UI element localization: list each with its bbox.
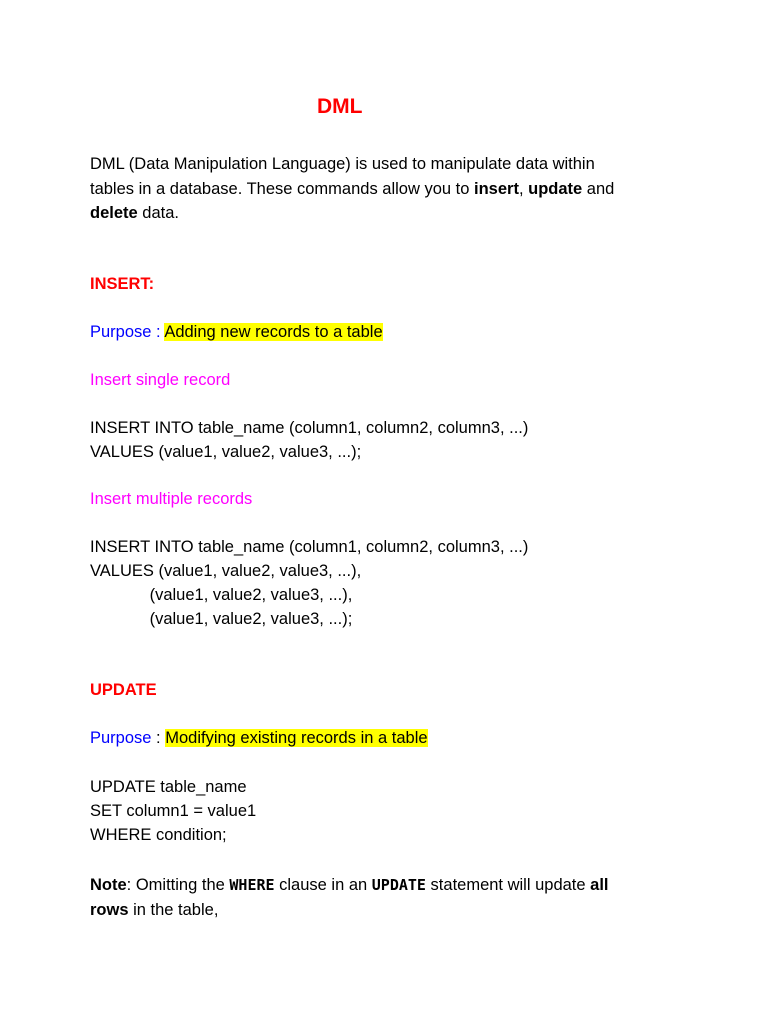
purpose-label: Purpose bbox=[90, 729, 152, 747]
code-line: (value1, value2, value3, ...), bbox=[90, 586, 353, 604]
intro-text: and bbox=[582, 180, 615, 198]
insert-heading: INSERT: bbox=[90, 275, 155, 293]
code-line: WHERE condition; bbox=[90, 826, 227, 844]
page-title: DML bbox=[317, 95, 363, 118]
note-text: clause in an bbox=[274, 876, 372, 894]
update-purpose bbox=[90, 726, 428, 750]
note-text: in the table, bbox=[128, 901, 219, 919]
note-line-2 bbox=[90, 898, 218, 922]
note-text: statement will update bbox=[425, 876, 591, 894]
insert-purpose bbox=[90, 320, 383, 344]
note-label: Note bbox=[90, 876, 127, 894]
note-text: : Omitting the bbox=[126, 876, 230, 894]
keyword-update: update bbox=[528, 180, 583, 198]
purpose-label: Purpose : bbox=[90, 323, 165, 341]
code-line: VALUES (value1, value2, value3, ...); bbox=[90, 443, 362, 461]
code-line: INSERT INTO table_name (column1, column2, column3, ...) bbox=[90, 419, 529, 437]
insert-single-label: Insert single record bbox=[90, 371, 231, 389]
code-line: INSERT INTO table_name (column1, column2, column3, ...) bbox=[90, 538, 529, 556]
note-bold-all: all bbox=[590, 876, 609, 894]
update-heading: UPDATE bbox=[90, 681, 157, 699]
intro-text: data. bbox=[137, 204, 179, 222]
intro-line-1 bbox=[90, 152, 595, 176]
purpose-separator: : bbox=[151, 729, 166, 747]
keyword-insert: insert bbox=[474, 180, 519, 198]
keyword-delete: delete bbox=[90, 204, 138, 222]
code-line: SET column1 = value1 bbox=[90, 802, 257, 820]
intro-line-2 bbox=[90, 177, 614, 201]
code-line: UPDATE table_name bbox=[90, 778, 247, 796]
intro-line-3 bbox=[90, 201, 179, 225]
purpose-text: Adding new records to a table bbox=[164, 323, 383, 341]
code-line: (value1, value2, value3, ...); bbox=[90, 610, 353, 628]
keyword-where: WHERE bbox=[229, 876, 275, 894]
intro-text: tables in a database. These commands allow you to bbox=[90, 180, 475, 198]
note-bold-rows: rows bbox=[90, 901, 129, 919]
insert-multiple-label: Insert multiple records bbox=[90, 490, 253, 508]
keyword-update: UPDATE bbox=[371, 876, 426, 894]
code-line: VALUES (value1, value2, value3, ...), bbox=[90, 562, 362, 580]
note-line-1 bbox=[90, 873, 609, 897]
intro-text: DML (Data Manipulation Language) is used to manipulate data within bbox=[90, 155, 595, 173]
purpose-text: Modifying existing records in a table bbox=[165, 729, 428, 747]
intro-text: , bbox=[518, 180, 529, 198]
